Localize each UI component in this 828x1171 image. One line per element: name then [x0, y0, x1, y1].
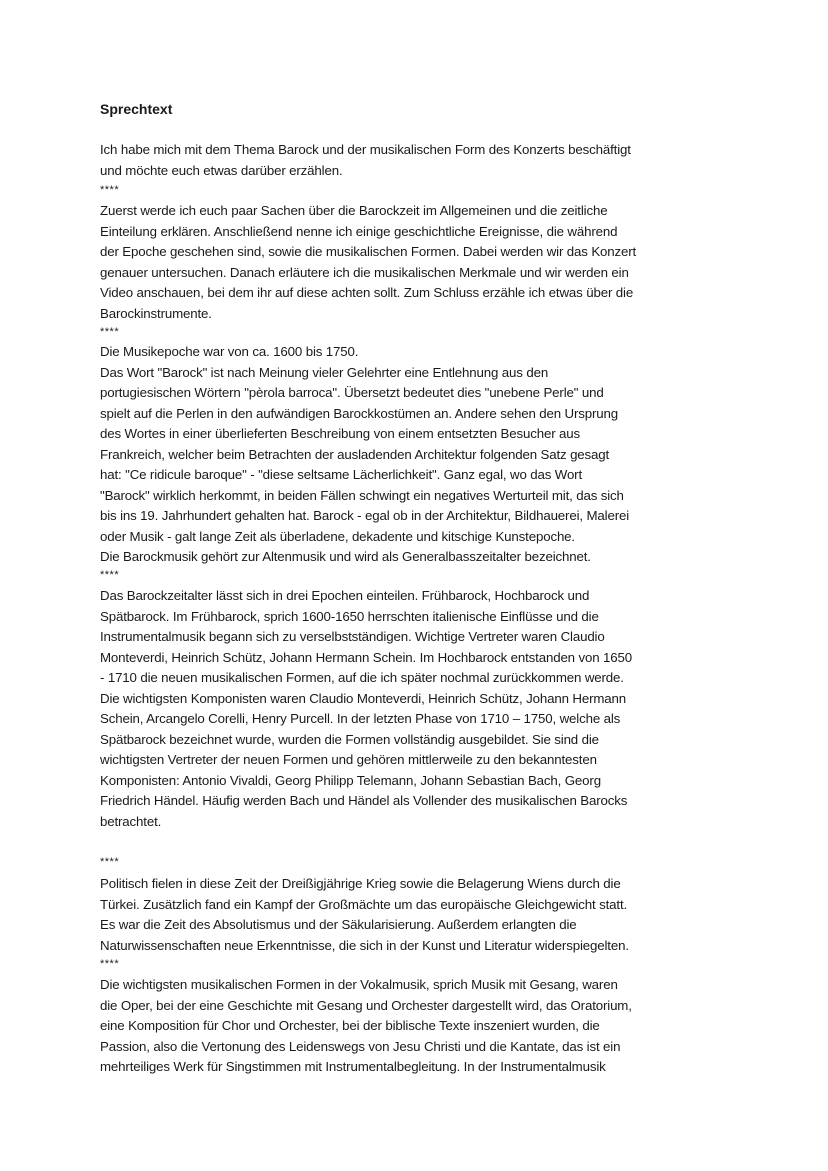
paragraph-origin	[100, 342, 629, 568]
paragraph-overview	[100, 201, 636, 324]
text-line: der Epoche geschehen sind, sowie die musikalischen Formen. Dabei werden wir das Konzert	[100, 244, 637, 259]
text-line: Es war die Zeit des Absolutismus und der Säkularisierung. Außerdem erlangten die	[100, 917, 577, 932]
text-line: mehrteiliges Werk für Singstimmen mit Instrumentalbegleitung. In der Instrumentalmusik	[100, 1059, 606, 1074]
paragraph-politics	[100, 874, 629, 956]
text-line: betrachtet.	[100, 813, 162, 829]
text-line: Passion, also die Vertonung des Leidenswegs von Jesu Christi und die Kantate, das ist ein	[100, 1038, 621, 1054]
text-line: und möchte euch etwas darüber erzählen.	[100, 162, 343, 178]
text-line: spielt auf die Perlen in den aufwändigen Barockkostümen an. Andere sehen den Ursprung	[100, 405, 618, 421]
text-line: Naturwissenschaften neue Erkenntnisse, die sich in der Kunst und Literatur widerspiegelten.	[100, 937, 629, 953]
text-line: bis ins 19. Jahrhundert gehalten hat. Barock - egal ob in der Architektur, Bildhauerei, Malerei	[100, 508, 630, 523]
separator	[100, 567, 119, 583]
text-line: Video anschauen, bei dem ihr auf diese achten sollt. Zum Schluss erzähle ich etwas über die	[100, 285, 634, 300]
text-line: "Barock" wirklich herkommt, in beiden Fällen schwingt ein negatives Werturteil mit, das sich	[100, 487, 624, 503]
text-line: Die Barockmusik gehört zur Altenmusik und wird als Generalbasszeitalter bezeichnet.	[100, 549, 591, 564]
separator-text: ****	[100, 958, 120, 970]
text-line: Politisch fielen in diese Zeit der Dreißigjährige Krieg sowie die Belagerung Wiens durch die	[100, 876, 621, 891]
text-line: - 1710 die neuen musikalischen Formen, auf die ich später nochmal zurückkommen werde.	[100, 670, 624, 685]
separator-text: ****	[100, 326, 120, 338]
separator-text: ****	[100, 184, 120, 196]
separator-text: ****	[100, 569, 120, 581]
text-line: Ich habe mich mit dem Thema Barock und der musikalischen Form des Konzerts beschäftigt	[100, 142, 631, 157]
paragraph-intro	[100, 140, 631, 181]
text-line: die Oper, bei der eine Geschichte mit Gesang und Orchester dargestellt wird, das Oratorium,	[100, 997, 632, 1013]
text-line: portugiesischen Wörtern "pèrola barroca". Übersetzt bedeutet dies "unebene Perle" und	[100, 385, 604, 400]
text-line: oder Musik - galt lange Zeit als überladene, dekadente und kitschige Kunstepoche.	[100, 528, 575, 544]
text-line: Die wichtigsten Komponisten waren Claudio Monteverdi, Heinrich Schütz, Johann Hermann	[100, 690, 627, 706]
document-title: Sprechtext	[100, 101, 173, 117]
separator	[100, 324, 119, 340]
text-line: Das Barockzeitalter lässt sich in drei Epochen einteilen. Frühbarock, Hochbarock und	[100, 588, 590, 603]
separator-text: ****	[100, 856, 120, 868]
text-line: Türkei. Zusätzlich fand ein Kampf der Großmächte um das europäische Gleichgewicht statt.	[100, 896, 628, 912]
text-line: Die Musikepoche war von ca. 1600 bis 1750.	[100, 344, 359, 359]
text-line: Zuerst werde ich euch paar Sachen über die Barockzeit im Allgemeinen und die zeitliche	[100, 203, 608, 218]
separator	[100, 182, 119, 198]
text-line: des Wortes in einer überlieferten Beschreibung von einem entsetzten Besucher aus	[100, 426, 581, 441]
text-line: Die wichtigsten musikalischen Formen in der Vokalmusik, sprich Musik mit Gesang, waren	[100, 977, 618, 992]
text-line: Barockinstrumente.	[100, 305, 212, 321]
text-line: Das Wort "Barock" ist nach Meinung vieler Gelehrter eine Entlehnung aus den	[100, 364, 549, 380]
separator	[100, 854, 119, 870]
text-line: Monteverdi, Heinrich Schütz, Johann Hermann Schein. Im Hochbarock entstanden von 1650	[100, 649, 632, 665]
text-line: Spätbarock bezeichnet wurde, wurden die Formen vollständig ausgebildet. Sie sind die	[100, 731, 599, 747]
text-line: Komponisten: Antonio Vivaldi, Georg Philipp Telemann, Johann Sebastian Bach, Georg	[100, 772, 601, 788]
paragraph-epochs	[100, 586, 632, 832]
text-line: Instrumentalmusik begann sich zu verselbstständigen. Wichtige Vertreter waren Claudio	[100, 629, 605, 644]
text-line: Frankreich, welcher beim Betrachten der ausladenden Architektur folgenden Satz gesagt	[100, 446, 610, 462]
text-line: hat: "Ce ridicule baroque" - "diese seltsame Lächerlichkeit". Ganz egal, wo das Wort	[100, 467, 583, 482]
text-line: Einteilung erklären. Anschließend nenne ich einige geschichtliche Ereignisse, die während	[100, 223, 618, 239]
text-line: eine Komposition für Chor und Orchester, bei der biblische Texte inszeniert wurden, die	[100, 1018, 600, 1033]
text-line: Friedrich Händel. Häufig werden Bach und Händel als Vollender des musikalischen Barocks	[100, 793, 628, 808]
text-line: wichtigsten Vertreter der neuen Formen und gehören mittlerweile zu den bekanntesten	[100, 752, 597, 767]
paragraph-forms	[100, 975, 632, 1078]
separator	[100, 956, 119, 972]
text-line: genauer untersuchen. Danach erläutere ich die musikalischen Merkmale und wir werden ein	[100, 264, 629, 280]
text-line: Spätbarock. Im Frühbarock, sprich 1600-1650 herrschten italienische Einflüsse und die	[100, 608, 599, 624]
text-line: Schein, Arcangelo Corelli, Henry Purcell. In der letzten Phase von 1710 – 1750, welche als	[100, 711, 621, 726]
